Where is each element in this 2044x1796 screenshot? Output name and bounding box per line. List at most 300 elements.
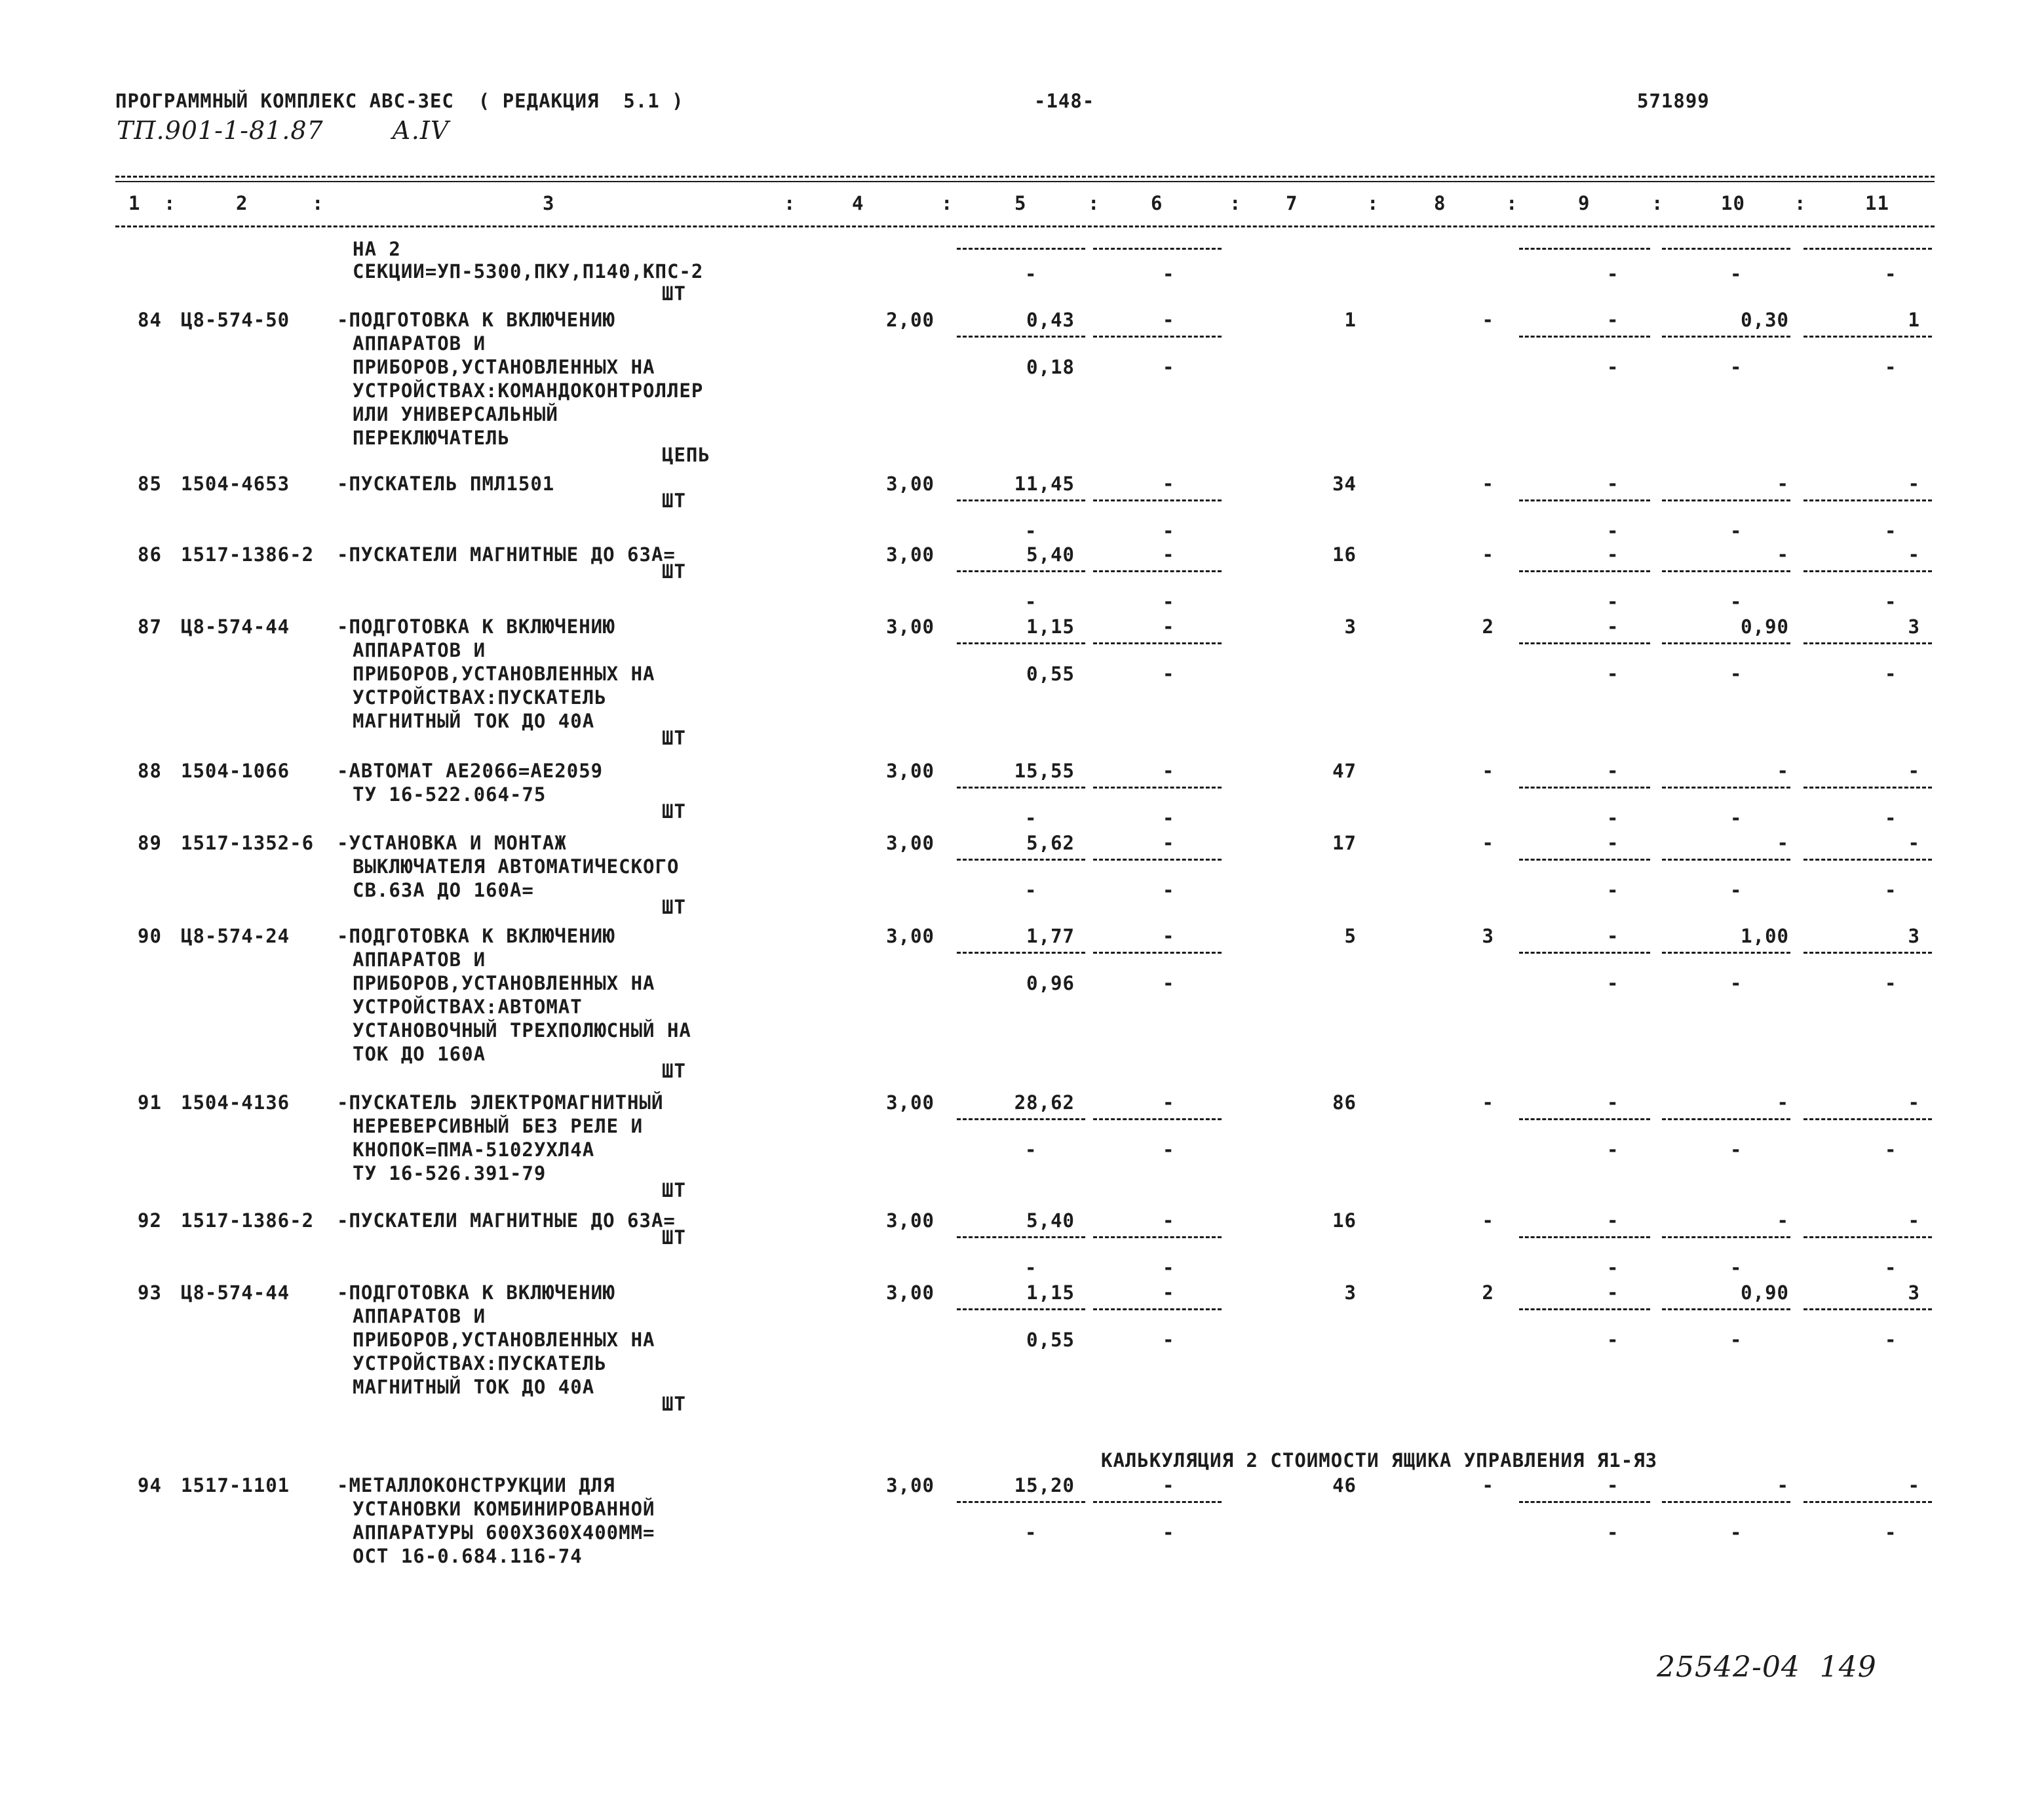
row-col10: 0,90: [1741, 615, 1789, 638]
continuation-dash: -: [1607, 263, 1619, 285]
row-description-line: НЕРЕВЕРСИВНЫЙ БЕЗ РЕЛЕ И: [353, 1115, 644, 1137]
row-unit: ШТ: [662, 560, 686, 583]
row-code: 1517-1101: [181, 1474, 290, 1496]
value-divider-rule: [1662, 570, 1790, 572]
value-divider-rule: [1803, 859, 1932, 861]
value-divider-rule: [1662, 642, 1790, 644]
value-divider-rule: [1662, 1308, 1790, 1310]
row-col6-dash: -: [1163, 1209, 1175, 1232]
row-col11: -: [1908, 1209, 1920, 1232]
row-col6-dash: -: [1163, 760, 1175, 782]
row-col5-secondary: 0,96: [1026, 972, 1075, 994]
row-description-line: УСТРОЙСТВАХ:ПУСКАТЕЛЬ: [353, 1352, 607, 1375]
row-col5: 28,62: [1014, 1091, 1075, 1114]
row-col11: 3: [1908, 615, 1920, 638]
row-description-line: МАГНИТНЫЙ ТОК ДО 40А: [353, 710, 595, 732]
row-code: Ц8-574-44: [181, 1281, 290, 1304]
row-col5: 15,20: [1014, 1474, 1075, 1496]
row-col9-dash: -: [1607, 1209, 1619, 1232]
value-divider-rule: [1803, 1236, 1932, 1238]
continuation-dash: -: [1730, 263, 1743, 285]
value-divider-rule: [1662, 336, 1790, 338]
column-number: 8: [1434, 192, 1446, 214]
row-col7: 3: [1344, 615, 1357, 638]
row-unit: ШТ: [662, 800, 686, 823]
row-description-line: ПРИБОРОВ,УСТАНОВЛЕННЫХ НА: [353, 663, 655, 685]
row-col5-secondary: 0,18: [1026, 356, 1075, 378]
row-col9-dash: -: [1607, 1474, 1619, 1496]
row-col10: 0,90: [1741, 1281, 1789, 1304]
row-col6-secondary-dash: -: [1163, 807, 1175, 829]
value-divider-rule: [957, 336, 1085, 338]
value-divider-rule: [1093, 570, 1222, 572]
row-col5-secondary-dash: -: [1025, 520, 1037, 542]
row-col11-secondary-dash: -: [1885, 1329, 1897, 1351]
row-col11: 1: [1908, 309, 1920, 331]
row-col10: -: [1777, 760, 1789, 782]
value-divider-rule: [1093, 499, 1222, 501]
row-col10: -: [1777, 473, 1789, 495]
row-col5: 11,45: [1014, 473, 1075, 495]
row-code: 1517-1386-2: [181, 543, 315, 566]
column-number: 9: [1578, 192, 1591, 214]
value-divider-rule: [957, 1308, 1085, 1310]
value-divider-rule: [957, 642, 1085, 644]
continuation-divider-rule: [1093, 248, 1222, 250]
row-col6-secondary-dash: -: [1163, 663, 1175, 685]
value-divider-rule: [1519, 1308, 1650, 1310]
value-divider-rule: [957, 952, 1085, 954]
column-separator: :: [1506, 192, 1518, 214]
row-col10-secondary-dash: -: [1730, 879, 1743, 901]
row-col10-secondary-dash: -: [1730, 1521, 1743, 1544]
row-col10: -: [1777, 1209, 1789, 1232]
row-col11-secondary-dash: -: [1885, 1521, 1897, 1544]
row-col6-dash: -: [1163, 1091, 1175, 1114]
value-divider-rule: [957, 859, 1085, 861]
row-col10-secondary-dash: -: [1730, 520, 1743, 542]
row-col9-dash: -: [1607, 832, 1619, 854]
value-divider-rule: [1662, 787, 1790, 789]
row-col9-secondary-dash: -: [1607, 807, 1619, 829]
row-col10-secondary-dash: -: [1730, 807, 1743, 829]
row-col6-secondary-dash: -: [1163, 1329, 1175, 1351]
value-divider-rule: [957, 1501, 1085, 1503]
row-col8: -: [1482, 543, 1494, 566]
row-col10: 0,30: [1741, 309, 1789, 331]
row-col5-secondary-dash: -: [1025, 1521, 1037, 1544]
row-description-line: ТУ 16-522.064-75: [353, 783, 547, 806]
row-col9-dash: -: [1607, 1091, 1619, 1114]
row-col8: -: [1482, 473, 1494, 495]
row-col10-secondary-dash: -: [1730, 356, 1743, 378]
row-col9-dash: -: [1607, 925, 1619, 947]
value-divider-rule: [1662, 1236, 1790, 1238]
row-col5: 5,40: [1026, 543, 1075, 566]
row-col7: 34: [1332, 473, 1357, 495]
value-divider-rule: [1093, 1236, 1222, 1238]
row-col10-secondary-dash: -: [1730, 591, 1743, 613]
row-col6-dash: -: [1163, 925, 1175, 947]
row-col5-secondary-dash: -: [1025, 879, 1037, 901]
row-col11: -: [1908, 473, 1920, 495]
row-col4: 3,00: [886, 1209, 935, 1232]
row-description-line: ПРИБОРОВ,УСТАНОВЛЕННЫХ НА: [353, 356, 655, 378]
row-col6-secondary-dash: -: [1163, 1521, 1175, 1544]
row-col5-secondary-dash: -: [1025, 1139, 1037, 1161]
row-col7: 16: [1332, 543, 1357, 566]
continuation-line-2: СЕКЦИИ=УП-5300,ПКУ,П140,КПС-2: [353, 260, 704, 283]
row-col9-dash: -: [1607, 760, 1619, 782]
header-top-rule: [115, 176, 1935, 178]
row-description-line: -УСТАНОВКА И МОНТАЖ: [337, 832, 567, 854]
row-col9-dash: -: [1607, 309, 1619, 331]
row-col9-secondary-dash: -: [1607, 591, 1619, 613]
continuation-dash: -: [1025, 263, 1037, 285]
row-col11-secondary-dash: -: [1885, 972, 1897, 994]
row-col5-secondary-dash: -: [1025, 591, 1037, 613]
column-separator: :: [1794, 192, 1807, 214]
row-col7: 46: [1332, 1474, 1357, 1496]
row-description-line: УСТАНОВКИ КОМБИНИРОВАННОЙ: [353, 1498, 655, 1520]
row-col10-secondary-dash: -: [1730, 1257, 1743, 1279]
row-col11: 3: [1908, 925, 1920, 947]
column-separator: :: [941, 192, 954, 214]
row-description-line: УСТРОЙСТВАХ:КОМАНДОКОНТРОЛЛЕР: [353, 380, 704, 402]
row-col5: 0,43: [1026, 309, 1075, 331]
row-col5-secondary-dash: -: [1025, 1257, 1037, 1279]
row-description-line: ПЕРЕКЛЮЧАТЕЛЬ: [353, 427, 510, 449]
row-col7: 1: [1344, 309, 1357, 331]
row-description-line: ПРИБОРОВ,УСТАНОВЛЕННЫХ НА: [353, 1329, 655, 1351]
row-description-line: ТУ 16-526.391-79: [353, 1162, 547, 1184]
column-number: 5: [1014, 192, 1027, 214]
row-col11-secondary-dash: -: [1885, 663, 1897, 685]
row-col4: 3,00: [886, 925, 935, 947]
row-col11: -: [1908, 1091, 1920, 1114]
row-col11-secondary-dash: -: [1885, 807, 1897, 829]
value-divider-rule: [1519, 336, 1650, 338]
row-col4: 3,00: [886, 543, 935, 566]
row-col7: 17: [1332, 832, 1357, 854]
row-description-line: -ПОДГОТОВКА К ВКЛЮЧЕНИЮ: [337, 1281, 615, 1304]
value-divider-rule: [1093, 1118, 1222, 1120]
row-col6-secondary-dash: -: [1163, 520, 1175, 542]
row-col10: 1,00: [1741, 925, 1789, 947]
row-col4: 3,00: [886, 760, 935, 782]
row-unit: ЦЕПЬ: [662, 444, 710, 466]
row-code: 1504-4136: [181, 1091, 290, 1114]
row-number: 84: [138, 309, 162, 331]
row-col9-secondary-dash: -: [1607, 1139, 1619, 1161]
value-divider-rule: [1519, 859, 1650, 861]
row-col5: 5,40: [1026, 1209, 1075, 1232]
row-col5-secondary: 0,55: [1026, 663, 1075, 685]
row-description-line: -ПОДГОТОВКА К ВКЛЮЧЕНИЮ: [337, 925, 615, 947]
row-description-line: -АВТОМАТ АЕ2066=АЕ2059: [337, 760, 604, 782]
row-col6-dash: -: [1163, 1474, 1175, 1496]
continuation-dash: -: [1163, 263, 1175, 285]
value-divider-rule: [1093, 642, 1222, 644]
row-col10: -: [1777, 832, 1789, 854]
row-description-line: УСТРОЙСТВАХ:ПУСКАТЕЛЬ: [353, 686, 607, 709]
row-col8: -: [1482, 1474, 1494, 1496]
row-number: 90: [138, 925, 162, 947]
row-code: 1504-4653: [181, 473, 290, 495]
value-divider-rule: [1662, 499, 1790, 501]
row-code: Ц8-574-44: [181, 615, 290, 638]
value-divider-rule: [1803, 336, 1932, 338]
value-divider-rule: [1803, 499, 1932, 501]
calculation-note: КАЛЬКУЛЯЦИЯ 2 СТОИМОСТИ ЯЩИКА УПРАВЛЕНИЯ Я1-Я3: [1101, 1449, 1658, 1472]
row-col8: -: [1482, 832, 1494, 854]
column-number: 7: [1286, 192, 1298, 214]
row-unit: ШТ: [662, 1060, 686, 1082]
value-divider-rule: [1803, 1308, 1932, 1310]
program-title: ПРОГРАММНЫЙ КОМПЛЕКС АВС-ЗЕС ( РЕДАКЦИЯ 5.1 ): [115, 90, 684, 112]
row-col4: 3,00: [886, 1091, 935, 1114]
value-divider-rule: [1803, 1118, 1932, 1120]
row-col11-secondary-dash: -: [1885, 1139, 1897, 1161]
column-number: 3: [543, 192, 555, 214]
row-col9-dash: -: [1607, 543, 1619, 566]
row-description-line: МАГНИТНЫЙ ТОК ДО 40А: [353, 1376, 595, 1398]
row-description-line: АППАРАТОВ И: [353, 948, 486, 971]
row-col9-dash: -: [1607, 615, 1619, 638]
row-col7: 5: [1344, 925, 1357, 947]
value-divider-rule: [1803, 570, 1932, 572]
row-description-line: СВ.63А ДО 160А=: [353, 879, 534, 901]
row-number: 89: [138, 832, 162, 854]
row-col4: 3,00: [886, 473, 935, 495]
row-description-line: АППАРАТОВ И: [353, 639, 486, 661]
column-number: 6: [1151, 192, 1163, 214]
continuation-divider-rule: [1519, 248, 1650, 250]
page-number: -148-: [1034, 90, 1095, 112]
row-number: 88: [138, 760, 162, 782]
row-description-line: АППАРАТОВ И: [353, 332, 486, 355]
row-col10: -: [1777, 1474, 1789, 1496]
row-col11: -: [1908, 1474, 1920, 1496]
row-description-line: -ПУСКАТЕЛЬ ПМЛ1501: [337, 473, 555, 495]
row-description-line: АППАРАТУРЫ 600Х360Х400ММ=: [353, 1521, 655, 1544]
column-separator: :: [1367, 192, 1379, 214]
value-divider-rule: [1093, 787, 1222, 789]
row-unit: ШТ: [662, 1226, 686, 1249]
row-col6-secondary-dash: -: [1163, 1257, 1175, 1279]
column-separator: :: [784, 192, 796, 214]
row-col5: 15,55: [1014, 760, 1075, 782]
value-divider-rule: [1803, 642, 1932, 644]
value-divider-rule: [1803, 1501, 1932, 1503]
album-number: А.IV: [392, 116, 450, 145]
row-col10: -: [1777, 1091, 1789, 1114]
row-col9-secondary-dash: -: [1607, 663, 1619, 685]
row-unit: ШТ: [662, 1179, 686, 1201]
value-divider-rule: [1519, 787, 1650, 789]
value-divider-rule: [1662, 1501, 1790, 1503]
row-col6-secondary-dash: -: [1163, 1139, 1175, 1161]
value-divider-rule: [957, 1236, 1085, 1238]
row-col11-secondary-dash: -: [1885, 356, 1897, 378]
row-col5: 1,77: [1026, 925, 1075, 947]
row-col11-secondary-dash: -: [1885, 879, 1897, 901]
value-divider-rule: [1093, 336, 1222, 338]
row-unit: ШТ: [662, 490, 686, 512]
row-col8: 2: [1482, 1281, 1494, 1304]
row-description-line: АППАРАТОВ И: [353, 1305, 486, 1327]
column-separator: :: [164, 192, 176, 214]
value-divider-rule: [1519, 642, 1650, 644]
row-col6-dash: -: [1163, 543, 1175, 566]
value-divider-rule: [1519, 952, 1650, 954]
row-number: 92: [138, 1209, 162, 1232]
value-divider-rule: [1093, 952, 1222, 954]
row-col9-dash: -: [1607, 1281, 1619, 1304]
value-divider-rule: [957, 499, 1085, 501]
row-code: 1517-1386-2: [181, 1209, 315, 1232]
value-divider-rule: [1519, 570, 1650, 572]
column-separator: :: [1088, 192, 1100, 214]
row-col7: 3: [1344, 1281, 1357, 1304]
row-description-line: УСТРОЙСТВАХ:АВТОМАТ: [353, 996, 583, 1018]
column-number: 2: [236, 192, 248, 214]
row-description-line: ИЛИ УНИВЕРСАЛЬНЫЙ: [353, 403, 558, 425]
row-col7: 86: [1332, 1091, 1357, 1114]
row-col6-secondary-dash: -: [1163, 972, 1175, 994]
value-divider-rule: [1662, 1118, 1790, 1120]
row-col8: 3: [1482, 925, 1494, 947]
row-description-line: ТОК ДО 160А: [353, 1043, 486, 1065]
value-divider-rule: [1093, 859, 1222, 861]
row-number: 93: [138, 1281, 162, 1304]
column-separator: :: [1229, 192, 1242, 214]
row-description-line: ПРИБОРОВ,УСТАНОВЛЕННЫХ НА: [353, 972, 655, 994]
row-col7: 16: [1332, 1209, 1357, 1232]
value-divider-rule: [1519, 499, 1650, 501]
row-col9-secondary-dash: -: [1607, 1521, 1619, 1544]
row-col4: 3,00: [886, 1474, 935, 1496]
row-col10: -: [1777, 543, 1789, 566]
row-col9-secondary-dash: -: [1607, 520, 1619, 542]
row-col11-secondary-dash: -: [1885, 1257, 1897, 1279]
row-col6-dash: -: [1163, 1281, 1175, 1304]
row-unit: ШТ: [662, 1393, 686, 1415]
continuation-dash: -: [1885, 263, 1897, 285]
row-col11-secondary-dash: -: [1885, 520, 1897, 542]
continuation-line-1: НА 2: [353, 238, 401, 260]
row-col11: -: [1908, 543, 1920, 566]
row-col10-secondary-dash: -: [1730, 972, 1743, 994]
column-separator: :: [312, 192, 324, 214]
value-divider-rule: [1519, 1118, 1650, 1120]
value-divider-rule: [1519, 1236, 1650, 1238]
row-number: 85: [138, 473, 162, 495]
header-top-rule-2: [115, 181, 1935, 182]
row-description-line: -ПУСКАТЕЛИ МАГНИТНЫЕ ДО 63А=: [337, 1209, 676, 1232]
row-number: 91: [138, 1091, 162, 1114]
project-number: ТП.901-1-81.87: [117, 116, 324, 145]
row-col9-secondary-dash: -: [1607, 972, 1619, 994]
row-code: 1504-1066: [181, 760, 290, 782]
continuation-unit: ШТ: [662, 283, 686, 305]
row-col9-secondary-dash: -: [1607, 879, 1619, 901]
row-col6-dash: -: [1163, 832, 1175, 854]
row-description-line: -ПОДГОТОВКА К ВКЛЮЧЕНИЮ: [337, 615, 615, 638]
row-code: 1517-1352-6: [181, 832, 315, 854]
row-description-line: -ПУСКАТЕЛИ МАГНИТНЫЕ ДО 63А=: [337, 543, 676, 566]
archive-stamp: 25542-04 149: [1657, 1650, 1877, 1684]
row-code: Ц8-574-50: [181, 309, 290, 331]
row-col7: 47: [1332, 760, 1357, 782]
row-col4: 3,00: [886, 832, 935, 854]
row-col8: -: [1482, 309, 1494, 331]
row-col11: -: [1908, 832, 1920, 854]
row-col5-secondary: 0,55: [1026, 1329, 1075, 1351]
row-unit: ШТ: [662, 727, 686, 749]
row-col5-secondary-dash: -: [1025, 807, 1037, 829]
continuation-divider-rule: [957, 248, 1085, 250]
row-col5: 1,15: [1026, 1281, 1075, 1304]
row-description-line: -ПОДГОТОВКА К ВКЛЮЧЕНИЮ: [337, 309, 615, 331]
row-col10-secondary-dash: -: [1730, 1329, 1743, 1351]
row-col9-secondary-dash: -: [1607, 356, 1619, 378]
row-description-line: ОСТ 16-0.684.116-74: [353, 1545, 583, 1567]
value-divider-rule: [1093, 1501, 1222, 1503]
row-col10-secondary-dash: -: [1730, 663, 1743, 685]
row-unit: ШТ: [662, 896, 686, 918]
row-col6-dash: -: [1163, 473, 1175, 495]
row-col11: -: [1908, 760, 1920, 782]
value-divider-rule: [957, 570, 1085, 572]
row-number: 86: [138, 543, 162, 566]
row-number: 87: [138, 615, 162, 638]
row-description-line: -МЕТАЛЛОКОНСТРУКЦИИ ДЛЯ: [337, 1474, 615, 1496]
column-number: 1: [128, 192, 141, 214]
continuation-divider-rule: [1662, 248, 1790, 250]
row-col4: 2,00: [886, 309, 935, 331]
row-description-line: -ПУСКАТЕЛЬ ЭЛЕКТРОМАГНИТНЫЙ: [337, 1091, 664, 1114]
row-col6-secondary-dash: -: [1163, 356, 1175, 378]
row-number: 94: [138, 1474, 162, 1496]
row-col6-secondary-dash: -: [1163, 879, 1175, 901]
column-number: 11: [1865, 192, 1889, 214]
row-col8: -: [1482, 1091, 1494, 1114]
value-divider-rule: [1662, 952, 1790, 954]
row-col4: 3,00: [886, 1281, 935, 1304]
row-col5: 5,62: [1026, 832, 1075, 854]
value-divider-rule: [1803, 952, 1932, 954]
row-col4: 3,00: [886, 615, 935, 638]
row-col5: 1,15: [1026, 615, 1075, 638]
row-description-line: КНОПОК=ПМА-5102УХЛ4А: [353, 1139, 595, 1161]
continuation-divider-rule: [1803, 248, 1932, 250]
value-divider-rule: [1519, 1501, 1650, 1503]
row-col11-secondary-dash: -: [1885, 591, 1897, 613]
column-separator: :: [1651, 192, 1664, 214]
column-number: 10: [1721, 192, 1745, 214]
row-col6-dash: -: [1163, 309, 1175, 331]
value-divider-rule: [957, 1118, 1085, 1120]
value-divider-rule: [957, 787, 1085, 789]
row-col11: 3: [1908, 1281, 1920, 1304]
row-col6-secondary-dash: -: [1163, 591, 1175, 613]
row-col9-secondary-dash: -: [1607, 1257, 1619, 1279]
row-col9-dash: -: [1607, 473, 1619, 495]
row-col10-secondary-dash: -: [1730, 1139, 1743, 1161]
value-divider-rule: [1803, 787, 1932, 789]
row-col8: -: [1482, 1209, 1494, 1232]
